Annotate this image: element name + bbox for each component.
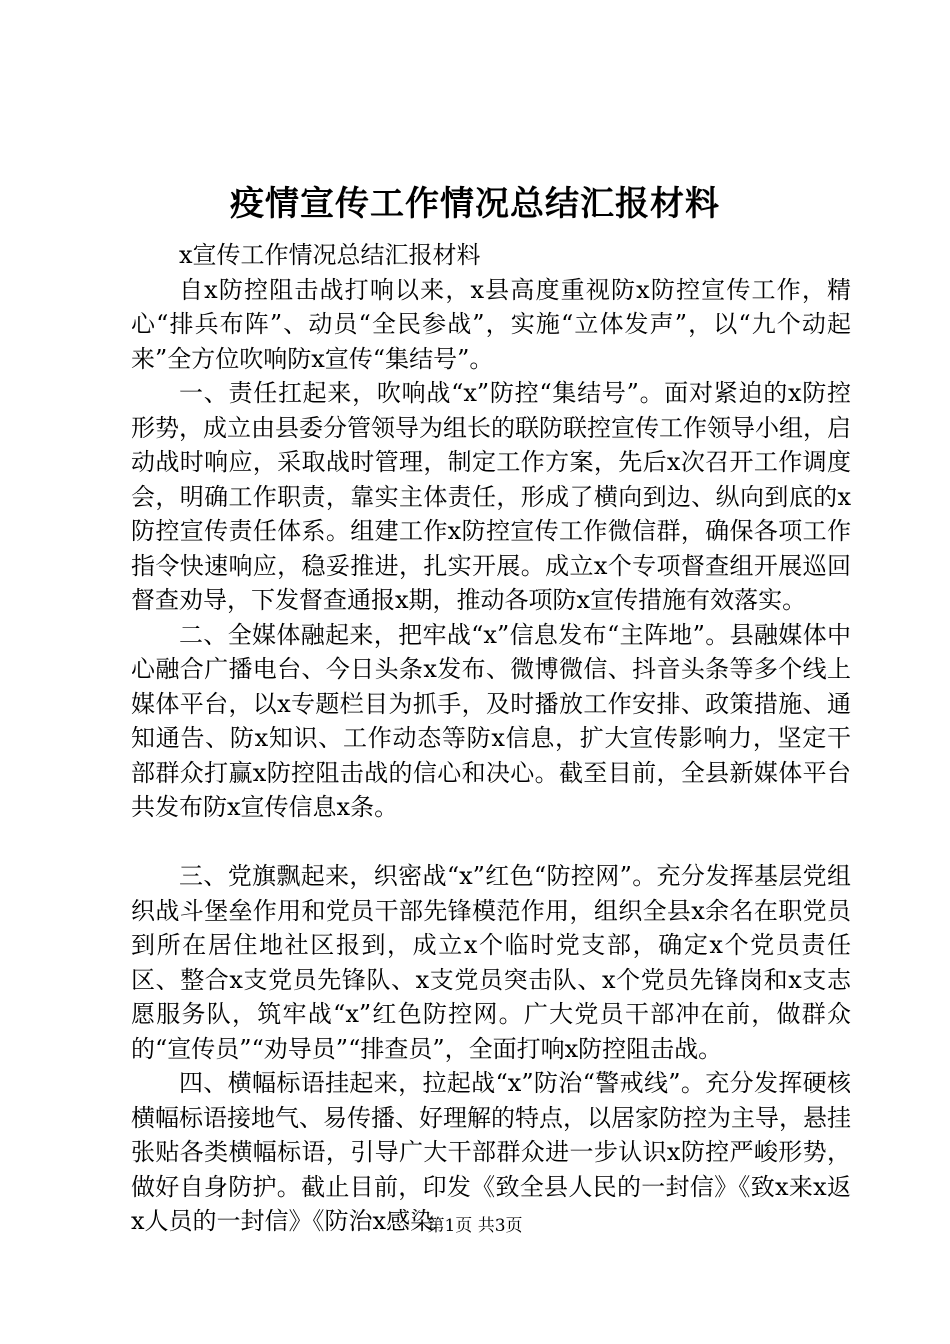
section-3-paragraph: 三、党旗飘起来，织密战“x”红色“防控网”。充分发挥基层党组织战斗堡垒作用和党员干部先锋模范作用，组织全县x余名在职党员到所在居住地社区报到，成立x个临时党支部，确定x个党员责任区、整合x支党员先锋队、x支党员突击队、x个党员先锋岗和x支志愿服务队，筑牢战“x”红色防控网。广大党员干部冲在前，做群众的“宣传员”“劝导员”“排查员”，全面打响x防控阻击战。	[131, 862, 851, 1063]
section-2-paragraph: 二、全媒体融起来，把牢战“x”信息发布“主阵地”。县融媒体中心融合广播电台、今日头条x发布、微博微信、抖音头条等多个线上媒体平台，以x专题栏目为抓手，及时播放工作安排、政策措施、通知通告、防x知识、工作动态等防x信息，扩大宣传影响力，坚定干部群众打赢x防控阻击战的信心和决心。截至目前，全县新媒体平台共发布防x宣传信息x条。	[131, 620, 851, 821]
page-footer: 第1页 共3页	[427, 1216, 523, 1236]
intro-paragraph: 自x防控阻击战打响以来，x县高度重视防x防控宣传工作，精心“排兵布阵”、动员“全民参战”，实施“立体发声”，以“九个动起来”全方位吹响防x宣传“集结号”。	[131, 275, 851, 373]
document-title: 疫情宣传工作情况总结汇报材料	[230, 184, 720, 224]
subtitle-paragraph: x宣传工作情况总结汇报材料	[179, 241, 481, 269]
document-body	[131, 238, 851, 1239]
section-4-paragraph: 四、横幅标语挂起来，拉起战“x”防治“警戒线”。充分发挥硬核横幅标语接地气、易传播、好理解的特点，以居家防控为主导，悬挂张贴各类横幅标语，引导广大干部群众进一步认识x防控严峻形势，做好自身防护。截止目前，印发《致全县人民的一封信》《致x来x返x人员的一封信》《防治x感染	[131, 1069, 851, 1235]
section-1-paragraph: 一、责任扛起来，吹响战“x”防控“集结号”。面对紧迫的x防控形势，成立由县委分管领导为组长的联防联控宣传工作领导小组，启动战时响应，采取战时管理，制定工作方案，先后x次召开工作调度会，明确工作职责，靠实主体责任，形成了横向到边、纵向到底的x防控宣传责任体系。组建工作x防控宣传工作微信群，确保各项工作指令快速响应，稳妥推进，扎实开展。成立x个专项督查组开展巡回督查劝导，下发督查通报x期，推动各项防x宣传措施有效落实。	[131, 379, 851, 614]
